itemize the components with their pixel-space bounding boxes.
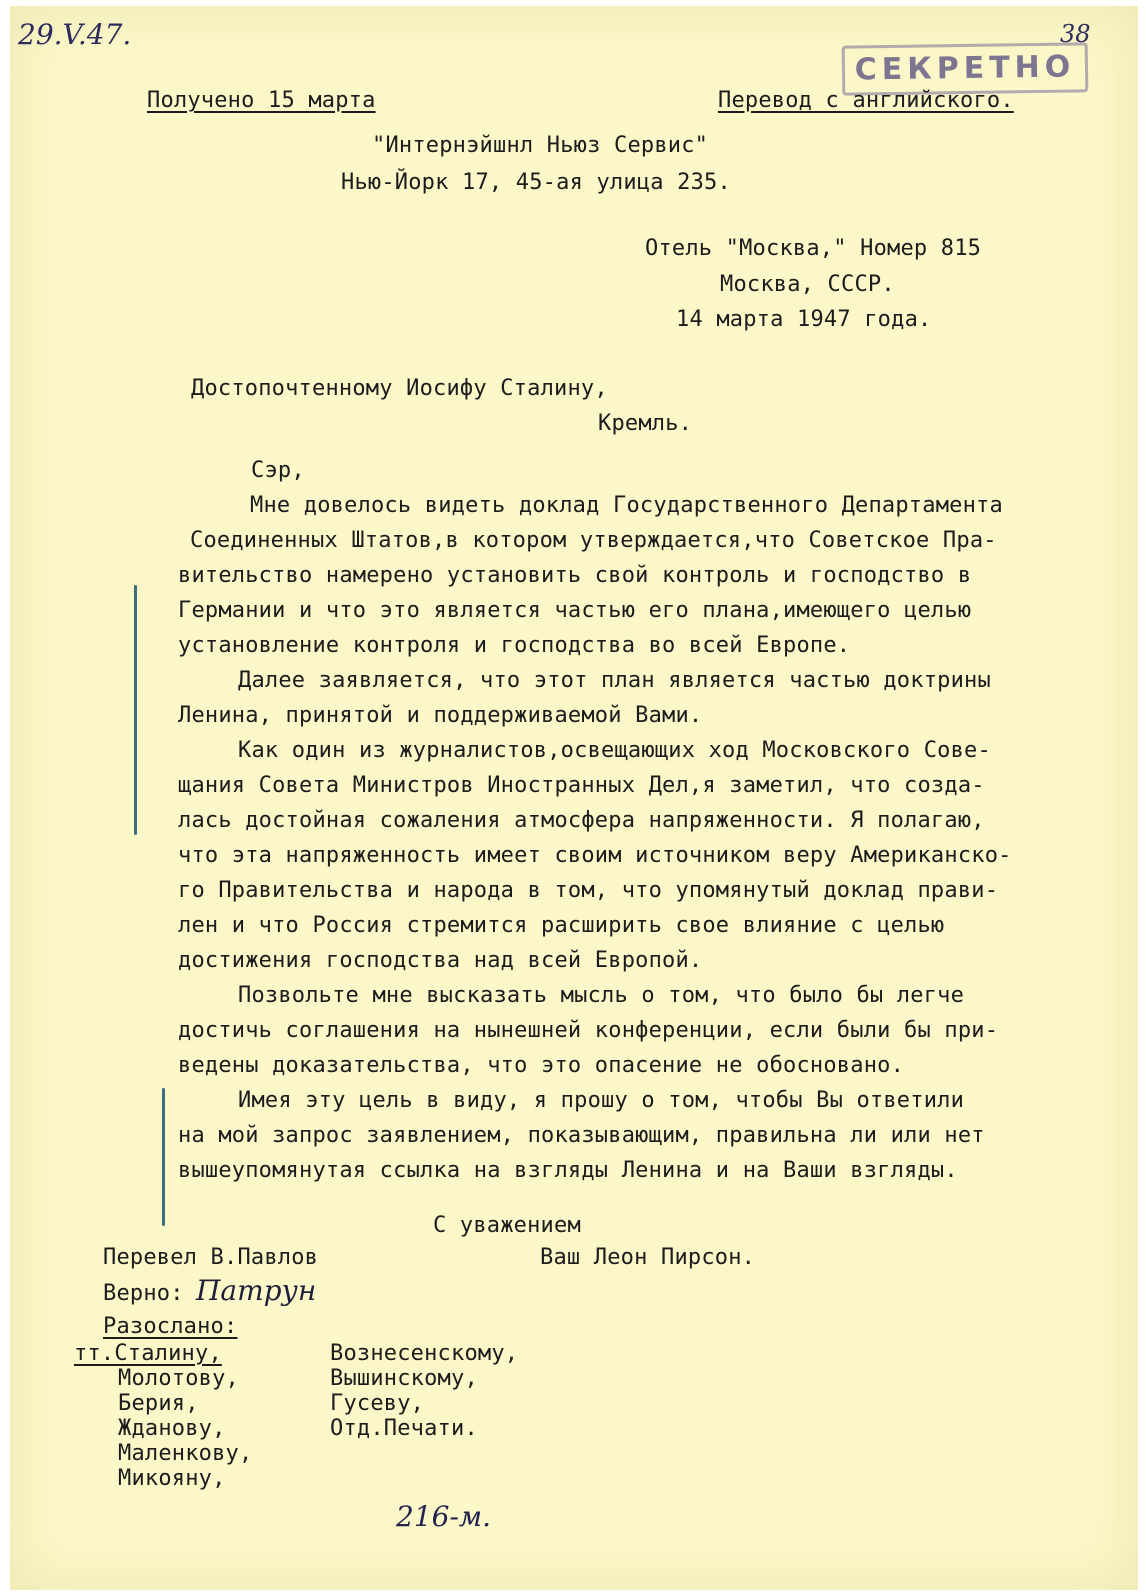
distribution-item: Жданову, bbox=[118, 1416, 226, 1441]
distribution-item: тт.Сталину, bbox=[74, 1341, 222, 1366]
secret-stamp: СЕКРЕТНО bbox=[842, 42, 1089, 95]
body-line: вительство намерено установить свой контроль и господство в bbox=[178, 563, 972, 588]
salutation: Сэр, bbox=[251, 458, 305, 483]
distribution-label: Разослано: bbox=[103, 1314, 238, 1339]
body-line: Германии и что это является частью его плана,имеющего целью bbox=[178, 598, 972, 623]
body-line: щания Совета Министров Иностранных Дел,я заметил, что созда- bbox=[178, 773, 985, 798]
body-line: Соединенных Штатов,в котором утверждается,что Советское Пра- bbox=[190, 528, 997, 553]
body-line: что эта напряженность имеет своим источником веру Американско- bbox=[178, 843, 1012, 868]
body-line: Позвольте мне высказать мысль о том, что было бы легче bbox=[238, 983, 965, 1008]
received-line: Получено 15 марта bbox=[147, 88, 376, 113]
margin-line bbox=[162, 1088, 165, 1226]
body-line: на мой запрос заявлением, показывающим, правильна ли или нет bbox=[178, 1123, 985, 1148]
organization-name: "Интернэйшнл Ньюз Сервис" bbox=[372, 133, 709, 158]
translation-note: Перевод с английского. bbox=[718, 88, 1014, 113]
body-line: установление контроля и господства во всей Европе. bbox=[178, 633, 851, 658]
distribution-item: Вышинскому, bbox=[330, 1366, 478, 1391]
closing-signature: Ваш Леон Пирсон. bbox=[540, 1245, 756, 1270]
body-line: лась достойная сожаления атмосфера напряженности. Я полагаю, bbox=[178, 808, 985, 833]
body-line: Имея эту цель в виду, я прошу о том, чтобы Вы ответили bbox=[238, 1088, 965, 1113]
addressee-name: Достопочтенному Иосифу Сталину, bbox=[191, 376, 608, 401]
distribution-item: Вознесенскому, bbox=[330, 1341, 519, 1366]
verified-label: Верно: bbox=[103, 1281, 184, 1306]
body-line: достичь соглашения на нынешней конференции, если были бы при- bbox=[178, 1018, 999, 1043]
body-line: го Правительства и народа в том, что упомянутый доклад прави- bbox=[178, 878, 999, 903]
distribution-item: Молотову, bbox=[118, 1366, 240, 1391]
handwritten-register-number: 216-м. bbox=[396, 1500, 492, 1533]
distribution-item: Маленкову, bbox=[118, 1441, 253, 1466]
addressee-place: Кремль. bbox=[598, 411, 693, 436]
distribution-item: Гусеву, bbox=[330, 1391, 425, 1416]
body-line: Как один из журналистов,освещающих ход Московского Сове- bbox=[238, 738, 991, 763]
distribution-item: Отд.Печати. bbox=[330, 1416, 478, 1441]
body-line: Мне довелось видеть доклад Государственного Департамента bbox=[250, 493, 1003, 518]
body-line: Далее заявляется, что этот план является частью доктрины bbox=[238, 668, 991, 693]
sender-hotel: Отель "Москва," Номер 815 bbox=[645, 236, 982, 261]
sender-city: Москва, СССР. bbox=[720, 272, 895, 297]
body-line: достижения господства над всей Европой. bbox=[178, 948, 703, 973]
body-line: Ленина, принятой и поддерживаемой Вами. bbox=[178, 703, 703, 728]
translated-by: Перевел В.Павлов bbox=[103, 1245, 319, 1270]
body-line: ведены доказательства, что это опасение не обосновано. bbox=[178, 1053, 905, 1078]
distribution-item: Микояну, bbox=[118, 1466, 226, 1491]
body-line: вышеупомянутая ссылка на взгляды Ленина и на Ваши взгляды. bbox=[178, 1158, 958, 1183]
body-line: лен и что Россия стремится расширить свое влияние с целью bbox=[178, 913, 945, 938]
closing-regards: С уважением bbox=[433, 1213, 581, 1238]
distribution-item: Берия, bbox=[118, 1391, 199, 1416]
handwritten-signature: Патрун bbox=[196, 1274, 317, 1307]
page-number: 38 bbox=[1060, 20, 1091, 48]
handwritten-date-note: 29.V.47. bbox=[18, 18, 132, 51]
letter-date: 14 марта 1947 года. bbox=[676, 307, 932, 332]
margin-line bbox=[134, 585, 137, 835]
organization-address: Нью-Йорк 17, 45-ая улица 235. bbox=[341, 170, 731, 195]
